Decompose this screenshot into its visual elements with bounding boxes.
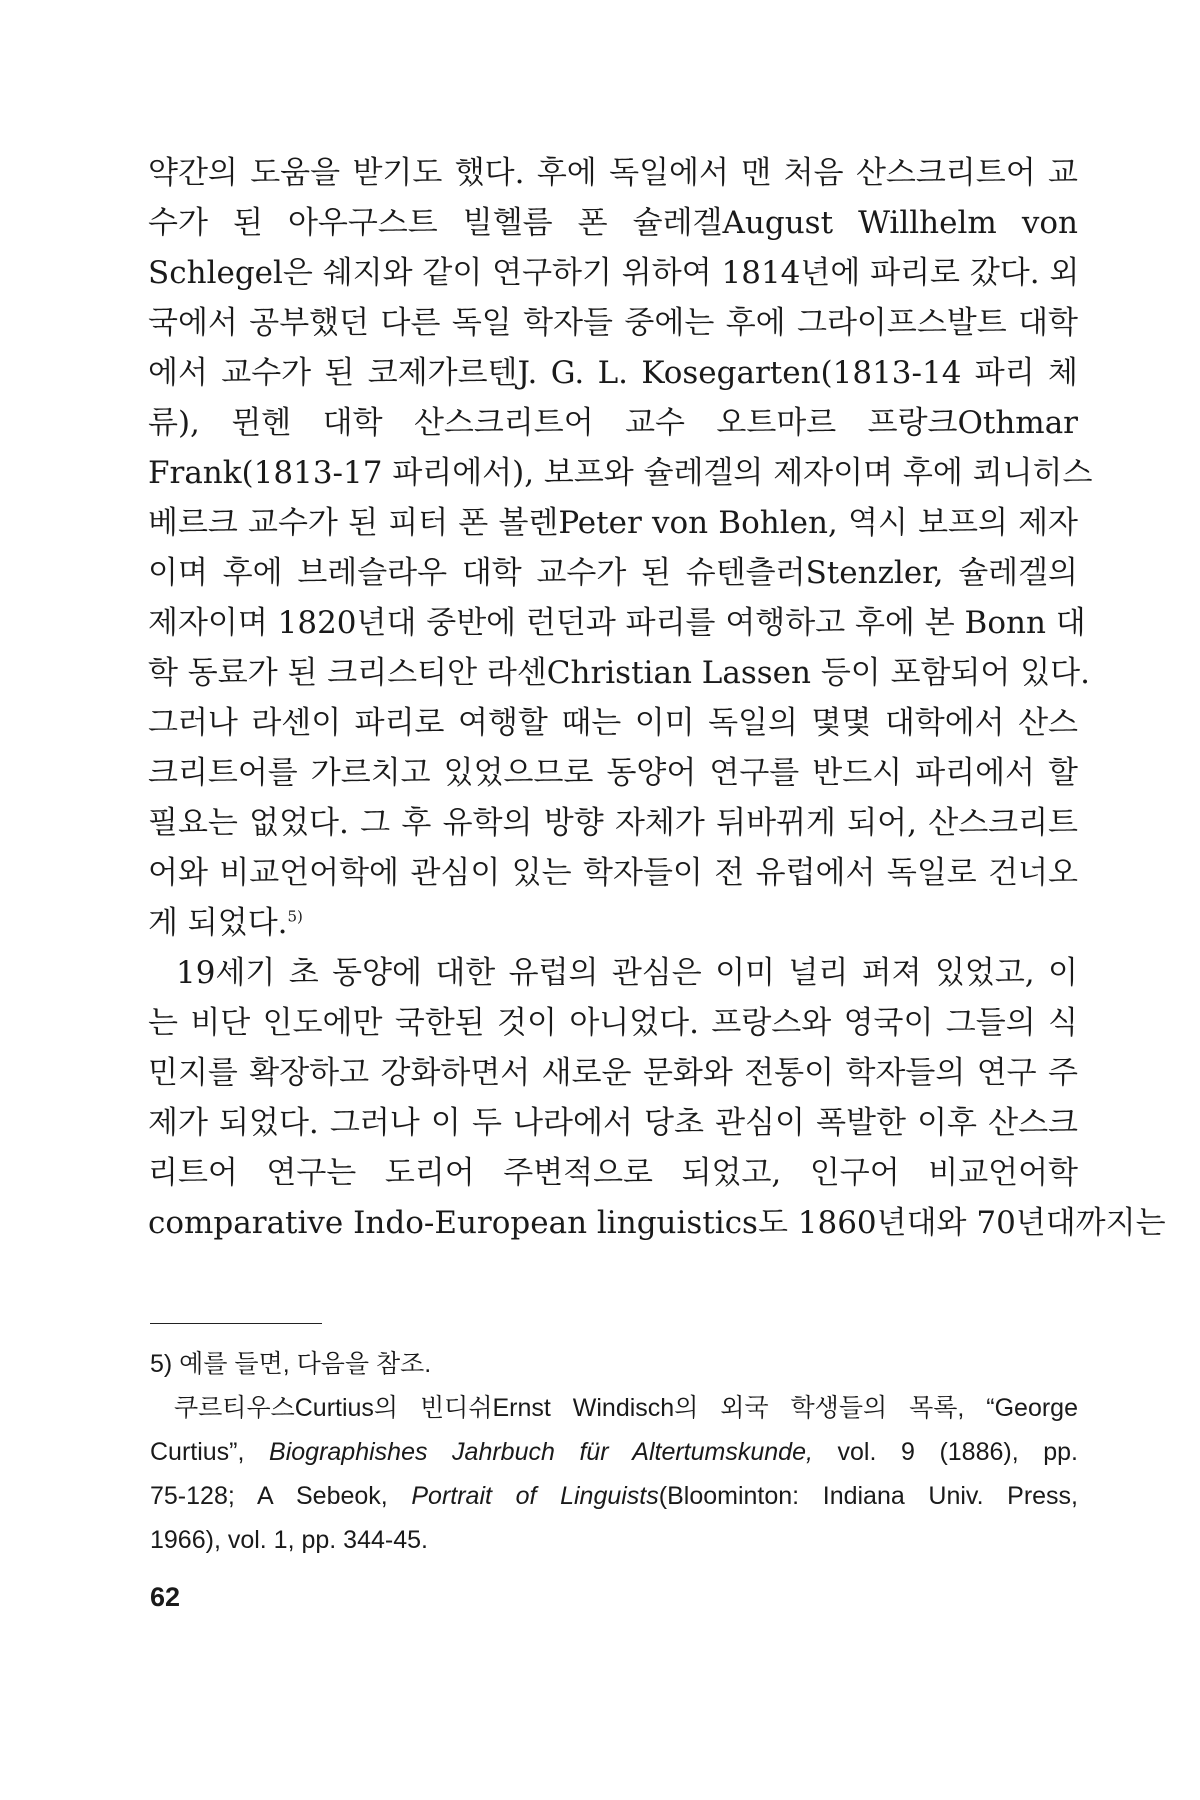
text-line: 국에서 공부했던 다른 독일 학자들 중에는 후에 그라이프스발트 대학 — [148, 305, 1078, 341]
footnote-reference: 5) — [287, 907, 303, 926]
text-line: Frank(1813-17 파리에서), 보프와 슐레겔의 제자이며 후에 쾨니히스 — [148, 455, 1093, 491]
footnote-line: 5) 예를 들면, 다음을 참조. — [150, 1350, 432, 1378]
text-line: 수가 된 아우구스트 빌헬름 폰 슐레겔August Willhelm von — [148, 205, 1078, 241]
text-line: Schlegel은 쉐지와 같이 연구하기 위하여 1814년에 파리로 갔다. 외 — [148, 255, 1080, 291]
text-line: comparative Indo-European linguistics도 1860년대와 70년대까지는 — [148, 1205, 1166, 1241]
text-line: 리트어 연구는 도리어 주변적으로 되었고, 인구어 비교언어학 — [148, 1155, 1078, 1191]
text-line: 제자이며 1820년대 중반에 런던과 파리를 여행하고 후에 본 Bonn 대 — [148, 605, 1086, 641]
text-line: 류), 뮌헨 대학 산스크리트어 교수 오트마르 프랑크Othmar — [148, 405, 1078, 441]
footnote-text: Curtius”, — [150, 1438, 270, 1466]
footnote-text: 75-128; A Sebeok, — [150, 1482, 412, 1510]
text-line: 크리트어를 가르치고 있었으므로 동양어 연구를 반드시 파리에서 할 — [148, 755, 1078, 791]
text-line: 학 동료가 된 크리스티안 라센Christian Lassen 등이 포함되어 있다. — [148, 655, 1090, 691]
text-line: 약간의 도움을 받기도 했다. 후에 독일에서 맨 처음 산스크리트어 교 — [148, 155, 1078, 191]
footnote-text: (Bloominton: Indiana Univ. Press, — [658, 1482, 1079, 1510]
footnote-line — [150, 1430, 1078, 1474]
page-number: 62 — [150, 1582, 181, 1612]
text-line: 제가 되었다. 그러나 이 두 나라에서 당초 관심이 폭발한 이후 산스크 — [148, 1105, 1078, 1141]
text-line: 베르크 교수가 된 피터 폰 볼렌Peter von Bohlen, 역시 보프의 제자 — [148, 505, 1078, 541]
footnote-text: vol. 9 (1886), pp. — [812, 1438, 1078, 1466]
paragraph-first-line: 19세기 초 동양에 대한 유럽의 관심은 이미 널리 퍼져 있었고, 이 — [176, 955, 1078, 991]
text-line: 는 비단 인도에만 국한된 것이 아니었다. 프랑스와 영국이 그들의 식 — [148, 1005, 1078, 1041]
text-line: 그러나 라센이 파리로 여행할 때는 이미 독일의 몇몇 대학에서 산스 — [148, 705, 1078, 741]
footnote-divider — [150, 1323, 322, 1324]
text-line: 이며 후에 브레슬라우 대학 교수가 된 슈텐츨러Stenzler, 슐레겔의 — [148, 555, 1078, 591]
text-line: 에서 교수가 된 코제가르텐J. G. L. Kosegarten(1813-14 파리 체 — [148, 355, 1078, 391]
footnote-book-title: Portrait of Linguists — [411, 1482, 659, 1510]
footnote-line: 1966), vol. 1, pp. 344-45. — [150, 1526, 428, 1554]
text-line-content: 게 되었다. — [148, 905, 288, 941]
body-text — [148, 148, 1166, 1248]
footnotes — [150, 1342, 1078, 1562]
footnote-line — [150, 1474, 1078, 1518]
footnote-journal-title: Biographishes Jahrbuch für Altertumskunde, — [269, 1438, 813, 1466]
text-line: 어와 비교언어학에 관심이 있는 학자들이 전 유럽에서 독일로 건너오 — [148, 855, 1078, 891]
text-line-last — [148, 898, 1078, 948]
text-line: 필요는 없었다. 그 후 유학의 방향 자체가 뒤바뀌게 되어, 산스크리트 — [148, 805, 1078, 841]
text-line: 민지를 확장하고 강화하면서 새로운 문화와 전통이 학자들의 연구 주 — [148, 1055, 1078, 1091]
footnote-line: 쿠르티우스Curtius의 빈디쉬Ernst Windisch의 외국 학생들의 목록, “George — [174, 1394, 1078, 1422]
